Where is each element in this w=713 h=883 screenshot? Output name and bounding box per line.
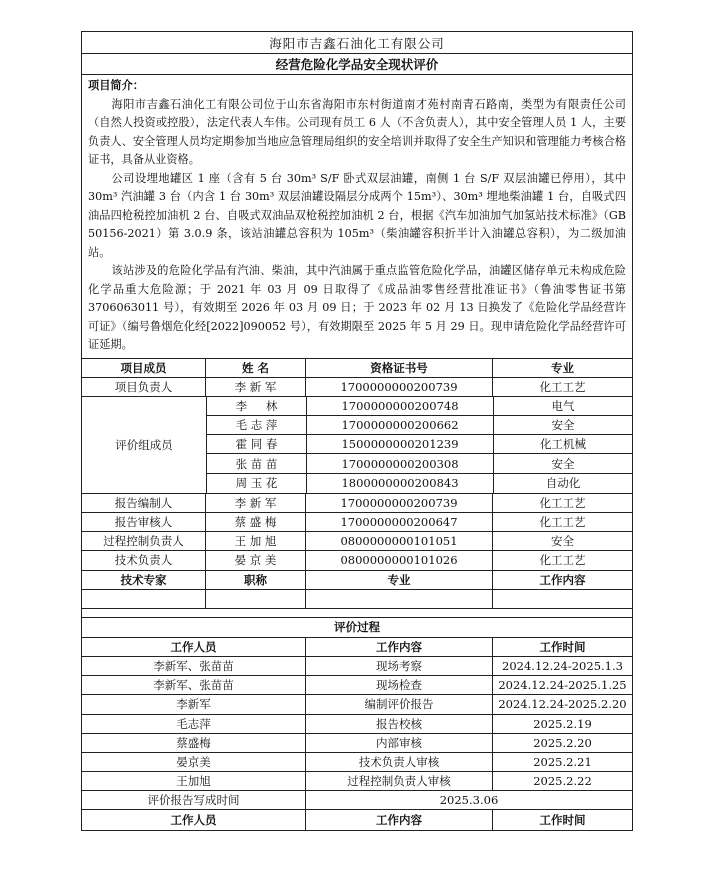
member-major: 化工工艺: [539, 515, 586, 530]
process-time: 2025.2.22: [533, 774, 592, 789]
member-name: 王 加 旭: [206, 532, 306, 550]
table-row: [207, 474, 632, 493]
col-header-staff: 工作人员: [82, 638, 306, 656]
experts-empty-row: [82, 590, 632, 609]
member-name: 毛 志 萍: [207, 416, 307, 434]
process-staff: 王加旭: [82, 772, 306, 790]
process-footer-header-row: [82, 810, 632, 829]
process-work: 内部审核: [306, 734, 493, 752]
member-cert: 1700000000200647: [306, 513, 493, 531]
process-staff: 蔡盛梅: [82, 734, 306, 752]
col-header-title: 职称: [206, 571, 306, 589]
completion-label: 评价报告写成时间: [82, 791, 306, 809]
col-header-expert: 技术专家: [82, 571, 206, 589]
table-row: [207, 454, 632, 473]
evaluation-document: [81, 31, 633, 831]
member-cert: 1700000000200748: [307, 397, 494, 415]
member-major: 化工工艺: [539, 495, 586, 510]
completion-row: [82, 791, 632, 810]
process-staff: 毛志萍: [82, 715, 306, 733]
table-row: [82, 513, 632, 532]
process-staff: 李新军: [82, 695, 306, 713]
process-work: 技术负责人审核: [306, 753, 493, 771]
table-row: [207, 416, 632, 435]
member-name: 蔡 盛 梅: [206, 513, 306, 531]
members-header-row: [82, 359, 632, 378]
member-cert: 1700000000200739: [306, 494, 493, 512]
intro-paragraph: 海阳市吉鑫石油化工有限公司位于山东省海阳市东村街道南才苑村南青石路南，类型为有限责任公司（自然人投资或控股），法定代表人车伟。公司现有员工 6 人（不含负责人），其中安全管理人员 1 人，主要负责人、安全管理人员均定期参加当地应急管理局组织的安全培训并取得了安全生产知识和管理能力考核合格证书，具备从业资格。: [88, 97, 626, 166]
project-intro: [82, 75, 632, 359]
table-row: [82, 657, 632, 676]
member-major: 化工工艺: [539, 553, 586, 568]
member-major: 安全: [551, 534, 574, 549]
process-title: 评价过程: [82, 618, 632, 638]
member-cert: 1500000000201239: [307, 435, 494, 453]
table-row: [82, 734, 632, 753]
member-name: 李 新 军: [206, 494, 306, 512]
member-cert: 1700000000200662: [307, 416, 494, 434]
team-group: [82, 397, 632, 494]
process-staff: 晏京美: [82, 753, 306, 771]
table-row: [207, 435, 632, 454]
col-header-member: 项目成员: [82, 359, 206, 377]
table-row: [82, 715, 632, 734]
experts-header-row: [82, 571, 632, 590]
member-cert: 1800000000200843: [307, 474, 494, 493]
member-name: 张 苗 苗: [207, 454, 307, 472]
table-row: [82, 695, 632, 714]
process-work: 现场检查: [306, 676, 493, 694]
member-name: 周 玉 花: [207, 474, 307, 493]
col-header-time: 工作时间: [539, 813, 586, 828]
process-work: 过程控制负责人审核: [306, 772, 493, 790]
col-header-work: 工作内容: [306, 810, 493, 829]
table-row: [82, 753, 632, 772]
member-major: 化工工艺: [539, 379, 586, 394]
process-time: 2025.2.19: [533, 716, 592, 731]
table-row: [82, 772, 632, 791]
table-row: [82, 551, 632, 570]
member-cert: 0800000000101051: [306, 532, 493, 550]
process-time: 2024.12.24-2025.1.25: [498, 678, 627, 693]
member-major: 电气: [551, 398, 575, 413]
table-row: [82, 494, 632, 513]
completion-date: 2025.3.06: [439, 793, 499, 808]
col-header-time: 工作时间: [539, 639, 586, 654]
col-header-work: 工作内容: [306, 638, 493, 656]
member-major: 安全: [551, 418, 575, 433]
process-time: 2025.2.21: [533, 754, 592, 769]
process-staff: 李新军、张苗苗: [82, 657, 306, 675]
member-name: 晏 京 美: [206, 551, 306, 569]
team-role: 评价组成员: [82, 397, 207, 493]
process-work: 报告校核: [306, 715, 493, 733]
member-role: 过程控制负责人: [82, 532, 206, 550]
member-role: 技术负责人: [82, 551, 206, 569]
member-name: 李 新 军: [206, 378, 306, 396]
intro-paragraph: 公司设埋地罐区 1 座（含有 5 台 30m³ S/F 卧式双层油罐，南侧 1 台 S/F 双层油罐已停用），其中 30m³ 汽油罐 3 台（内含 1 台 30m³ 双层油罐设隔层分成两个 15m³）、30m³ 埋地柴油罐 1 台，自吸式四油品四枪税控加油机 2 台、自吸式双油品双枪税控加油机 2 台，根据《汽车加油加气加氢站技术标准》（GB 50156-2021）第 3.0.9 条，该站油罐总容积为 105m³（柴油罐容积折半计入油罐总容积），为二级加油站。: [88, 171, 626, 259]
table-row: [82, 532, 632, 551]
process-work: 现场考察: [306, 657, 493, 675]
col-header-name: 姓 名: [206, 359, 306, 377]
col-header-expert-major: 专业: [306, 571, 493, 589]
member-role: 报告编制人: [82, 494, 206, 512]
member-cert: 1700000000200308: [307, 454, 494, 472]
col-header-expert-work: 工作内容: [539, 572, 586, 587]
table-row: [82, 378, 632, 397]
col-header-cert: 资格证书号: [306, 359, 493, 377]
member-major: 化工机械: [540, 437, 586, 452]
process-work: 编制评价报告: [306, 695, 493, 713]
process-time: 2024.12.24-2025.1.3: [502, 659, 623, 674]
member-cert: 0800000000101026: [306, 551, 493, 569]
company-name: 海阳市吉鑫石油化工有限公司: [82, 32, 632, 54]
process-staff: 李新军、张苗苗: [82, 676, 306, 694]
member-role: 项目负责人: [82, 378, 206, 396]
col-header-staff: 工作人员: [82, 810, 306, 829]
member-name: 霍 同 春: [207, 435, 307, 453]
process-time: 2025.2.20: [533, 735, 592, 750]
member-name: 李 林: [207, 397, 307, 415]
member-major: 自动化: [545, 476, 581, 491]
spacer-row: [82, 609, 632, 618]
process-header-row: [82, 638, 632, 657]
member-cert: 1700000000200739: [306, 378, 493, 396]
table-row: [82, 676, 632, 695]
process-time: 2024.12.24-2025.2.20: [498, 697, 627, 712]
intro-heading: 项目简介：: [88, 79, 144, 92]
member-role: 报告审核人: [82, 513, 206, 531]
col-header-major: 专业: [551, 360, 574, 375]
document-title: 经营危险化学品安全现状评价: [82, 54, 632, 75]
table-row: [207, 397, 632, 416]
member-major: 安全: [551, 456, 575, 471]
intro-paragraph: 该站涉及的危险化学品有汽油、柴油，其中汽油属于重点监管危险化学品，油罐区储存单元未构成危险化学品重大危险源；于 2021 年 03 月 09 日取得了《成品油零售经营批准证书》（鲁油零售证书第 3706063011 号），有效期至 2026 年 03 月 09 日；于 2023 年 02 月 13 日换发了《危险化学品经营许可证》（编号鲁烟危化经[2022]090052 号），有效期限至 2025 年 5 月 29 日。现申请危险化学品经营许可证延期。: [88, 264, 626, 351]
